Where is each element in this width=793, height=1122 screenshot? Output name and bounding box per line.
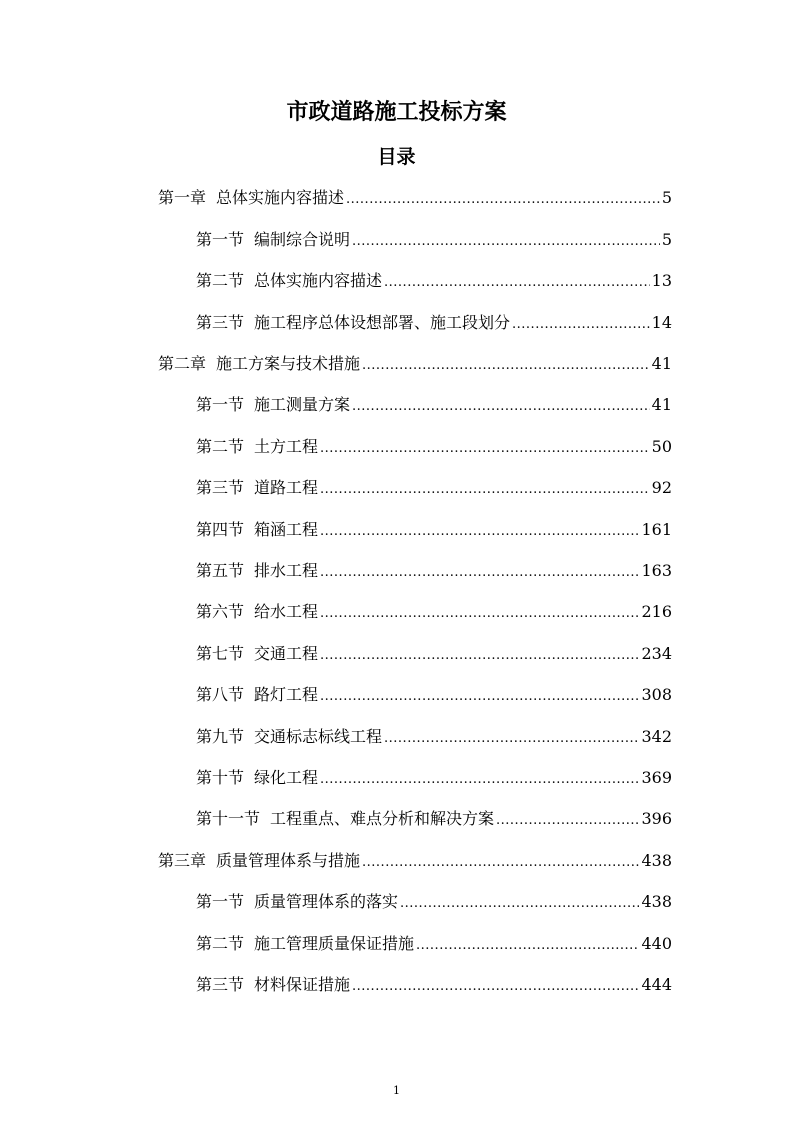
dot-leader <box>346 188 660 212</box>
toc-entry-page: 308 <box>641 685 672 704</box>
toc-entry-label: 第二节 <box>196 934 245 953</box>
toc-entry-page: 5 <box>661 230 672 249</box>
toc-entry-title: 总体实施内容描述 <box>216 188 345 207</box>
toc-entry-title: 总体实施内容描述 <box>254 271 383 290</box>
toc-entry-label: 第一章 <box>158 188 207 207</box>
toc-entry-title: 编制综合说明 <box>254 230 351 249</box>
toc-entry-page: 41 <box>651 395 672 414</box>
dot-leader <box>320 644 639 668</box>
toc-entry-label: 第三节 <box>196 313 245 332</box>
toc-entry-page: 163 <box>641 561 672 580</box>
toc-entry-page: 440 <box>641 934 672 953</box>
dot-leader <box>512 313 650 337</box>
toc-entry-label: 第三章 <box>158 851 207 870</box>
toc-entry-page: 369 <box>641 768 672 787</box>
toc-entry[interactable] <box>158 186 672 210</box>
toc-entry-label: 第三节 <box>196 478 245 497</box>
dot-leader <box>416 934 639 958</box>
dot-leader <box>320 437 650 461</box>
toc-entry[interactable] <box>158 849 672 873</box>
toc-heading: 目录 <box>377 146 416 168</box>
toc-entry-label: 第二节 <box>196 271 245 290</box>
toc-entry-label: 第三节 <box>196 975 245 994</box>
dot-leader <box>320 685 639 709</box>
toc-entry[interactable] <box>158 352 672 376</box>
document-title: 市政道路施工投标方案 <box>286 100 507 125</box>
toc-entry-title: 施工管理质量保证措施 <box>254 934 415 953</box>
toc-entry[interactable] <box>196 932 672 956</box>
toc-entry-page: 50 <box>651 437 672 456</box>
toc-entry[interactable] <box>196 973 672 997</box>
toc-entry-title: 材料保证措施 <box>254 975 351 994</box>
dot-leader <box>362 354 650 378</box>
dot-leader <box>320 768 639 792</box>
toc-entry[interactable] <box>196 393 672 417</box>
toc-entry[interactable] <box>196 807 672 831</box>
toc-entry-page: 234 <box>641 644 672 663</box>
toc-entry-page: 444 <box>641 975 672 994</box>
toc-entry-title: 交通工程 <box>254 644 319 663</box>
toc-entry-page: 438 <box>641 892 672 911</box>
dot-leader <box>362 851 639 875</box>
toc-entry-page: 5 <box>661 188 672 207</box>
toc-entry-page: 41 <box>651 354 672 373</box>
toc-entry-page: 161 <box>641 520 672 539</box>
toc-entry-title: 施工测量方案 <box>254 395 351 414</box>
dot-leader <box>384 727 639 751</box>
toc-entry[interactable] <box>196 725 672 749</box>
toc-entry-label: 第九节 <box>196 727 245 746</box>
dot-leader <box>352 395 650 419</box>
toc-entry-label: 第二章 <box>158 354 207 373</box>
toc-entry[interactable] <box>196 476 672 500</box>
toc-entry-title: 施工方案与技术措施 <box>216 354 361 373</box>
toc-entry[interactable] <box>196 559 672 583</box>
toc-entry[interactable] <box>196 600 672 624</box>
toc-entry-title: 质量管理体系的落实 <box>254 892 399 911</box>
toc-entry[interactable] <box>196 518 672 542</box>
toc-entry-title: 交通标志标线工程 <box>254 727 383 746</box>
dot-leader <box>384 271 650 295</box>
toc-entry-page: 13 <box>651 271 672 290</box>
toc-entry-label: 第十一节 <box>196 809 261 828</box>
toc-entry[interactable] <box>196 683 672 707</box>
toc-entry[interactable] <box>196 269 672 293</box>
toc-entry-label: 第一节 <box>196 892 245 911</box>
dot-leader <box>320 602 639 626</box>
toc-entry-title: 土方工程 <box>254 437 319 456</box>
toc-entry[interactable] <box>196 435 672 459</box>
toc-entry-title: 路灯工程 <box>254 685 319 704</box>
toc-entry-label: 第六节 <box>196 602 245 621</box>
toc-entry-title: 绿化工程 <box>254 768 319 787</box>
dot-leader <box>496 809 639 833</box>
toc-entry-title: 道路工程 <box>254 478 319 497</box>
toc-entry-label: 第二节 <box>196 437 245 456</box>
dot-leader <box>320 478 650 502</box>
toc-entry-title: 施工程序总体设想部署、施工段划分 <box>254 313 511 332</box>
dot-leader <box>320 561 639 585</box>
toc-entry[interactable] <box>196 228 672 252</box>
toc-entry-label: 第五节 <box>196 561 245 580</box>
dot-leader <box>352 230 660 254</box>
toc-entry-page: 92 <box>651 478 672 497</box>
toc-entry-title: 给水工程 <box>254 602 319 621</box>
toc-entry-label: 第八节 <box>196 685 245 704</box>
toc-entry[interactable] <box>196 766 672 790</box>
toc-entry-page: 14 <box>651 313 672 332</box>
toc-entry[interactable] <box>196 642 672 666</box>
toc-entry-label: 第四节 <box>196 520 245 539</box>
toc-entry-title: 排水工程 <box>254 561 319 580</box>
toc-entry-title: 箱涵工程 <box>254 520 319 539</box>
toc-entry-title: 工程重点、难点分析和解决方案 <box>270 809 495 828</box>
toc-entry[interactable] <box>196 311 672 335</box>
page-number: 1 <box>393 1084 400 1097</box>
dot-leader <box>352 975 639 999</box>
toc-entry-label: 第一节 <box>196 395 245 414</box>
toc-entry-title: 质量管理体系与措施 <box>216 851 361 870</box>
toc-entry-page: 342 <box>641 727 672 746</box>
toc-entry-page: 438 <box>641 851 672 870</box>
toc-entry-label: 第七节 <box>196 644 245 663</box>
toc-entry-page: 216 <box>641 602 672 621</box>
toc-entry-page: 396 <box>641 809 672 828</box>
toc-entry[interactable] <box>196 890 672 914</box>
dot-leader <box>400 892 639 916</box>
dot-leader <box>320 520 639 544</box>
toc-entry-label: 第十节 <box>196 768 245 787</box>
toc-entry-label: 第一节 <box>196 230 245 249</box>
